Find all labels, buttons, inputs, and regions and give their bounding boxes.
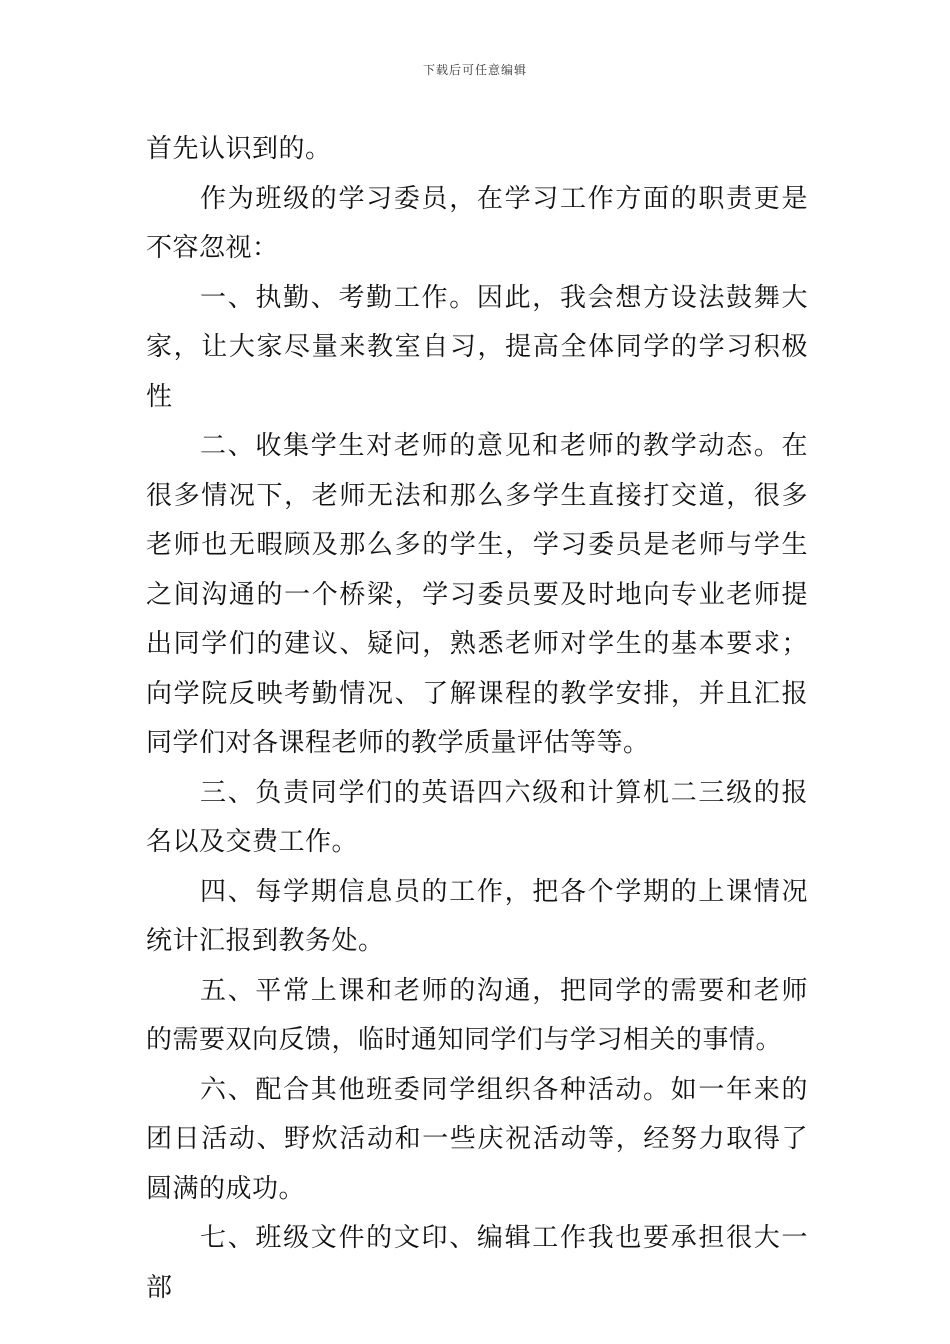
paragraph-1: 首先认识到的。 [146,134,332,164]
paragraph-3: 一、执勤、考勤工作。因此，我会想方设法鼓舞大家，让大家尽量来教室自习，提高全体同学的学习积极性 [146,282,808,412]
page-header: 下载后可任意编辑 [422,63,527,77]
document-body [146,125,808,1313]
paragraph-2: 作为班级的学习委员，在学习工作方面的职责更是不容忽视： [146,183,808,263]
paragraph-4: 二、收集学生对老师的意见和老师的教学动态。在很多情况下，老师无法和那么多学生直接打交道，很多老师也无暇顾及那么多的学生，学习委员是老师与学生之间沟通的一个桥梁，学习委员要及时地向专业老师提出同学们的建议、疑问，熟悉老师对学生的基本要求；向学院反映考勤情况、了解课程的教学安排，并且汇报同学们对各课程老师的教学质量评估等等。 [146,431,808,758]
paragraph-6: 四、每学期信息员的工作，把各个学期的上课情况统计汇报到教务处。 [146,876,808,956]
paragraph-5: 三、负责同学们的英语四六级和计算机二三级的报名以及交费工作。 [146,777,808,857]
paragraph-7: 五、平常上课和老师的沟通，把同学的需要和老师的需要双向反馈，临时通知同学们与学习相关的事情。 [146,975,808,1055]
paragraph-8: 六、配合其他班委同学组织各种活动。如一年来的团日活动、野炊活动和一些庆祝活动等，经努力取得了圆满的成功。 [146,1074,808,1204]
paragraph-9: 七、班级文件的文印、编辑工作我也要承担很大一部 [146,1223,808,1303]
